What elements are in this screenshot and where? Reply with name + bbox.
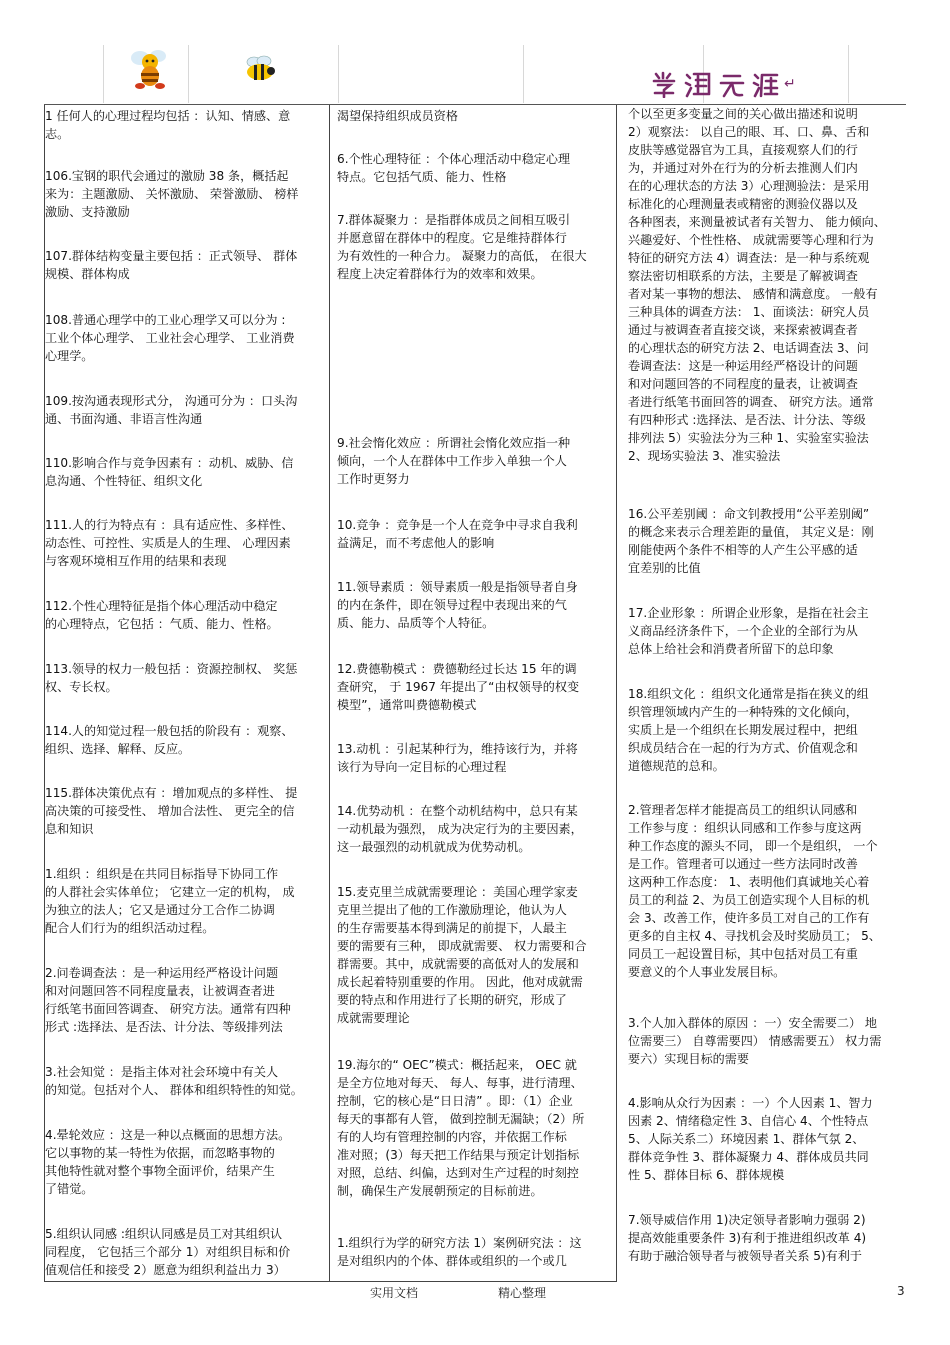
- brand-glyph: [650, 70, 678, 98]
- entry-paragraph: 114.人的知觉过程一般包括的阶段有 ：观察、 组织、选择、解释、反应。: [45, 724, 294, 756]
- entry-paragraph: 108.普通心理学中的工业心理学又可以分为 : 工业个体心理学、 工业社会心理学、 工业消费 心理学。: [45, 313, 295, 363]
- entry-paragraph: 107.群体结构变量主要包括 ：正式领导、 群体 规模、群体构成: [45, 249, 298, 281]
- brand-glyph: [718, 70, 746, 98]
- entry-paragraph: 106.宝钢的职代会通过的激励 38 条，概括起 来为：主题激励、 关怀激励、 荣誉激励、 榜样 激励、支持激励: [45, 169, 299, 219]
- entry-paragraph: 4.影响从众行为因素 ：一）个人因素 1、智力 因素 2、情绪稳定性 3、自信心 4、个性特点 5、人际关系二）环境因素 1、群体气氛 2、 群体竞争性 3、群体凝聚力 4、群体成员共同 性 5、群体目标 6、群体规模: [628, 1096, 873, 1182]
- entry-paragraph: 1 任何人的心理过程均包括 ：认知、情感、意 志。: [45, 109, 291, 141]
- entry-paragraph: 17.企业形象 ：所谓企业形象，是指在社会主 义商品经济条件下，一个企业的全部行为从 总体上给社会和消费者所留下的总印象: [628, 606, 869, 656]
- entry-paragraph: 112.个性心理特征是指个体心理活动中稳定 的心理特点，它包括 ：气质、能力、性格。: [45, 599, 279, 631]
- entry-paragraph: 111.人的行为特点有 ：具有适应性、多样性、 动态性、可控性、实质是人的生理、 心理因素 与客观环境相互作用的结果和表现: [45, 518, 294, 568]
- entry-paragraph: 10.竞争 ：竞争是一个人在竞争中寻求自我利 益满足，而不考虑他人的影响: [337, 518, 578, 550]
- entry-paragraph: 19.海尔的“ OEC”模式：概括起来， OEC 就 是全方位地对每天、 每人、每事，进行清理、 控制，它的核心是“日日清” 。即：（1）企业 每天的事都有人管， 做到控制无漏缺；（2）所 有的人均有管理控制的内容，并依据工作标 准对照；(3）每天把工作结果与预定计划指标 对照，总结、纠偏，达到对生产过程的时刻控 制，确保生产发展朝预定的目标前进。: [337, 1058, 585, 1198]
- header-divider: [188, 45, 189, 103]
- entry-paragraph: 12.费德勒模式 ：费德勒经过长达 15 年的调 查研究， 于 1967 年提出了“由权领导的权变 模型”，通常叫费德勒模式: [337, 662, 580, 712]
- entry-paragraph: 15.麦克里兰成就需要理论 ：美国心理学家麦 克里兰提出了他的工作激励理论，他认为人 的生存需要基本得到满足的前提下，人最主 要的需要有三种， 即成就需要、 权力需要和合 群需要。其中，成就需要的高低对人的发展和 成长起着特别重要的作用。 因此，他对成就需 要的特点和作用进行了长期的研究，形成了 成就需要理论: [337, 885, 587, 1025]
- entry-paragraph: 1.组织 ：组织是在共同目标指导下协同工作 的人群社会实体单位； 它建立一定的机构， 成 为独立的法人；它又是通过分工合作二协调 配合人们行为的组织活动过程。: [45, 867, 295, 935]
- entry-paragraph: 3.个人加入群体的原因 ：一）安全需要二） 地 位需要三） 自尊需要四） 情感需要五） 权力需 要六）实现目标的需要: [628, 1016, 882, 1066]
- entry-paragraph: 110.影响合作与竞争因素有 ：动机、威胁、信 息沟通、个性特征、组织文化: [45, 456, 294, 488]
- entry-paragraph: 115.群体决策优点有 ：增加观点的多样性、 提 高决策的可接受性、 增加合法性、 更完全的信 息和知识: [45, 786, 298, 836]
- entry-paragraph: 2.管理者怎样才能提高员工的组织认同感和 工作参与度 ：组织认同感和工作参与度这两 种工作态度的源头不同， 即一个是组织， 一个 是工作。管理者可以通过一些方法同时改善 这两种工作态度： 1、表明他们真诚地关心着 员工的利益 2、为员工创造实现个人目标的机 会 3、改善工作，使许多员工对自己的工作有 更多的自主权 4、寻找机会及时奖励员工； 5、 同员工一起设置目标，其中包括对员工有重 要意义的个人事业发展目标。: [628, 803, 881, 979]
- entry-paragraph: 11.领导素质 ：领导素质一般是指领导者自身 的内在条件，即在领导过程中表现出来的气 质、能力、品质等个人特征。: [337, 580, 578, 630]
- page-number: 3: [897, 1284, 905, 1298]
- entry-paragraph: 16.公平差别阈 ：命文钊教授用“公平差别阈” 的概念来表示合理差距的量值， 其定义是：刚 刚能使两个条件不相等的人产生公平感的适 宜差别的比值: [628, 507, 874, 575]
- entry-paragraph: 7.领导威信作用 1)决定领导者影响力强弱 2) 提高效能重要条件 3)有利于推进组织改革 4) 有助于融洽领导者与被领导者关系 5)有利于: [628, 1213, 867, 1263]
- entry-paragraph: 个以至更多变量之间的关心做出描述和说明 2）观察法： 以自己的眼、耳、口、鼻、舌和 皮肤等感觉器官为工具，直接观察人们的行 为，并通过对外在行为的分析去推测人们内 在的心理状态的方法 3）心理测验法：是采用 标准化的心理测量表或精密的测验仪器以及 各种图表，来测量被试者有关智力、 能力倾向、 兴趣爱好、个性性格、 成就需要等心理和行为 特征的研究方法 4）调查法：是一种与系统观 察法密切相联系的方法，主要是了解被调查 者对某一事物的想法、 感情和满意度。 一般有 三种具体的调查方法： 1、面谈法：研究人员 通过与被调查者直接交谈，来探索被调查者 的心理状态的研究方法 2、电话调查法 3、问 卷调查法：这是一种运用经严格设计的问题 和对问题回答的不同程度的量表，让被调查 者进行纸笔书面回答的调查、 研究方法。通常 有四种形式 :选择法、是否法、计分法、等级 排列法 5）实验法分为三种 1、实验室实验法 2、现场实验法 3、准实验法: [628, 107, 886, 463]
- entry-paragraph: 3.社会知觉 ：是指主体对社会环境中有关人 的知觉。包括对个人、 群体和组织特性的知觉。: [45, 1065, 303, 1097]
- brand-glyph: [752, 70, 780, 98]
- entry-paragraph: 109.按沟通表现形式分， 沟通可分为 ：口头沟 通、书面沟通、非语言性沟通: [45, 394, 298, 426]
- footer-left-label: 实用文档: [370, 1286, 419, 1300]
- brand-glyph: [684, 70, 712, 98]
- entry-paragraph: 6.个性心理特征 ：个体心理活动中稳定心理 特点。它包括气质、能力、性格: [337, 152, 571, 184]
- entry-paragraph: 9.社会惰化效应 ：所谓社会惰化效应指一种 倾向，一个人在群体中工作步入单独一个人 工作时更努力: [337, 436, 571, 486]
- brand-return-mark: ↵: [784, 76, 796, 92]
- entry-paragraph: 13.动机 ：引起某种行为，维持该行为，并将 该行为导向一定目标的心理过程: [337, 742, 578, 774]
- page-header: [0, 0, 950, 108]
- header-divider: [848, 45, 849, 103]
- footer-middle-label: 精心整理: [498, 1286, 547, 1300]
- header-divider: [338, 45, 339, 103]
- header-divider: [523, 45, 524, 103]
- entry-paragraph: 18.组织文化 ：组织文化通常是指在狭义的组 织管理领域内产生的一种特殊的文化倾向， 实质上是一个组织在长期发展过程中，把组 织成员结合在一起的行为方式、价值观念和 道德规范的总和。: [628, 687, 869, 773]
- column-border: [616, 105, 617, 1282]
- entry-paragraph: 113.领导的权力一般包括 ：资源控制权、 奖惩 权、专长权。: [45, 662, 298, 694]
- entry-paragraph: 14.优势动机 ：在整个动机结构中，总只有某 一动机最为强烈， 成为决定行为的主要因素， 这一最强烈的动机就成为优势动机。: [337, 804, 583, 854]
- bee-mascot-icon: [128, 48, 178, 90]
- entry-paragraph: 5.组织认同感 :组织认同感是员工对其组织认 同程度， 它包括三个部分 1）对组织目标和价 值观信任和接受 2）愿意为组织利益出力 3）: [45, 1227, 291, 1277]
- entry-paragraph: 渴望保持组织成员资格: [337, 109, 458, 123]
- header-divider: [103, 45, 104, 103]
- bee-icon: [240, 55, 280, 83]
- entry-paragraph: 1.组织行为学的研究方法 1）案例研究法 ：这 是对组织内的个体、群体或组织的一个或几: [337, 1236, 582, 1268]
- table-bottom-border: [44, 1281, 616, 1282]
- brand-logo: [650, 70, 810, 100]
- entry-paragraph: 2.问卷调查法 ：是一种运用经严格设计问题 和对问题回答不同程度量表，让被调查者进 行纸笔书面回答调查、 研究方法。通常有四种 形式 :选择法、是否法、计分法、等级排列法: [45, 966, 291, 1034]
- entry-paragraph: 7.群体凝聚力 ：是指群体成员之间相互吸引 并愿意留在群体中的程度。它是维持群体行 为有效性的一种合力。 凝聚力的高低， 在很大 程度上决定着群体行为的效率和效果。: [337, 213, 587, 281]
- column-border: [329, 105, 330, 1282]
- entry-paragraph: 4.晕轮效应 ：这是一种以点概面的思想方法。 它以事物的某一特性为依据，而忽略事物的 其他特性就对整个事物全面评价，结果产生 了错觉。: [45, 1128, 291, 1196]
